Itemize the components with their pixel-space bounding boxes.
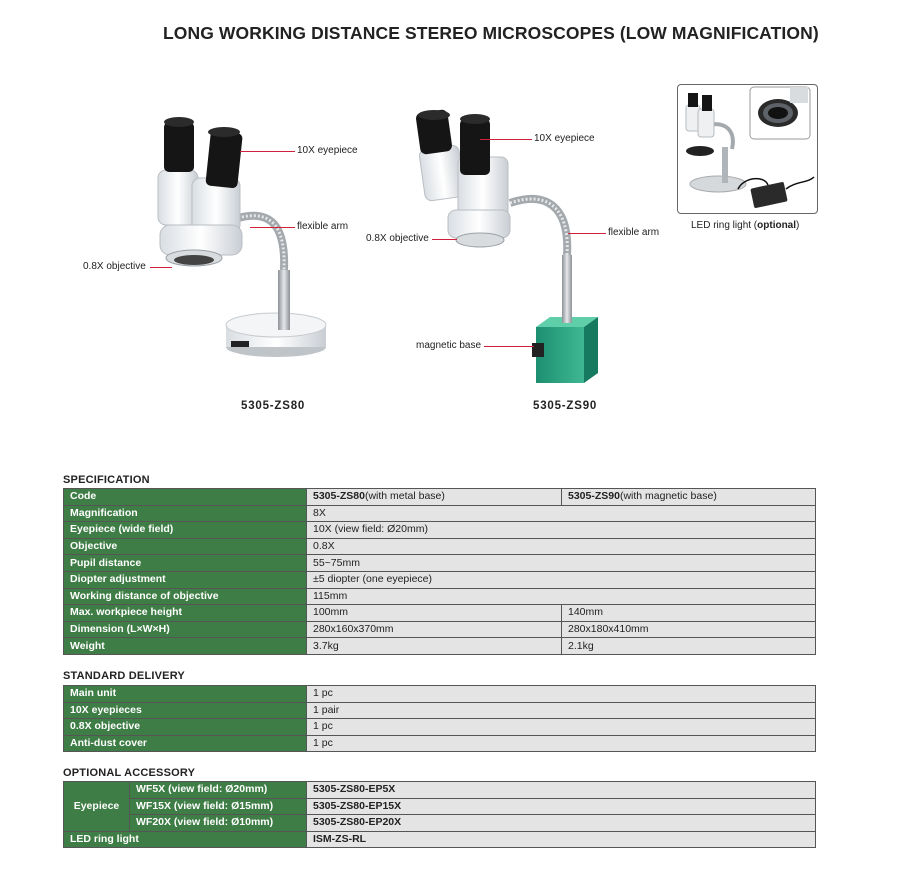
table-row xyxy=(64,489,816,506)
table-row xyxy=(64,798,816,815)
spec-code-zs90 xyxy=(562,489,816,506)
spec-value-zs80: 3.7kg xyxy=(307,638,562,655)
accessory-label: WF15X (view field: Ø15mm) xyxy=(130,798,307,815)
spec-value-zs90: 280x180x410mm xyxy=(562,621,816,638)
table-row xyxy=(64,538,816,555)
accessory-code: 5305-ZS80-EP20X xyxy=(307,815,816,832)
accessory-label: WF5X (view field: Ø20mm) xyxy=(130,782,307,799)
accessory-label: WF20X (view field: Ø10mm) xyxy=(130,815,307,832)
delivery-value: 1 pair xyxy=(307,702,816,719)
table-row xyxy=(64,571,816,588)
led-ring-light-image xyxy=(678,85,817,213)
spec-label: Dimension (L×W×H) xyxy=(64,621,307,638)
table-row xyxy=(64,702,816,719)
zs80-note: (with metal base) xyxy=(364,490,445,503)
brand-logo: INSIZE xyxy=(242,359,262,366)
specification-heading: SPECIFICATION xyxy=(63,474,150,486)
spec-value: 55~75mm xyxy=(307,555,816,572)
delivery-value: 1 pc xyxy=(307,735,816,752)
caption-bold: optional xyxy=(757,220,797,231)
zs90-note: (with magnetic base) xyxy=(619,490,717,503)
spec-value: 0.8X xyxy=(307,538,816,555)
spec-label: Objective xyxy=(64,538,307,555)
table-row xyxy=(64,555,816,572)
delivery-value: 1 pc xyxy=(307,719,816,736)
caption-suffix: ) xyxy=(796,220,800,231)
spec-value: 8X xyxy=(307,505,816,522)
accessory-led-code: ISM-ZS-RL xyxy=(307,831,816,848)
spec-label: Diopter adjustment xyxy=(64,571,307,588)
delivery-value: 1 pc xyxy=(307,686,816,703)
spec-value: 115mm xyxy=(307,588,816,605)
model-zs80: 5305-ZS80 xyxy=(241,400,306,412)
spec-label: Code xyxy=(64,489,307,506)
table-row xyxy=(64,815,816,832)
table-row xyxy=(64,605,816,622)
callout-objective-zs90: 0.8X objective xyxy=(366,233,429,244)
spec-value-zs90: 140mm xyxy=(562,605,816,622)
table-row xyxy=(64,522,816,539)
spec-label: Working distance of objective xyxy=(64,588,307,605)
callout-arm-zs80: flexible arm xyxy=(297,221,349,232)
zs80-code: 5305-ZS80 xyxy=(313,490,365,503)
spec-value-zs80: 280x160x370mm xyxy=(307,621,562,638)
model-zs90: 5305-ZS90 xyxy=(533,400,598,412)
callout-base-zs90: magnetic base xyxy=(416,340,482,351)
spec-value: ±5 diopter (one eyepiece) xyxy=(307,571,816,588)
caption-prefix: LED ring light ( xyxy=(691,220,758,231)
led-ring-light-caption xyxy=(691,220,799,231)
delivery-label: 10X eyepieces xyxy=(64,702,307,719)
table-row xyxy=(64,621,816,638)
led-ring-light-inset xyxy=(677,84,818,214)
accessory-code: 5305-ZS80-EP15X xyxy=(307,798,816,815)
spec-label: Pupil distance xyxy=(64,555,307,572)
delivery-label: Anti-dust cover xyxy=(64,735,307,752)
accessory-led-label: LED ring light xyxy=(64,831,307,848)
callout-objective-zs80: 0.8X objective xyxy=(83,261,146,272)
spec-label: Magnification xyxy=(64,505,307,522)
spec-code-zs80 xyxy=(307,489,562,506)
accessory-heading: OPTIONAL ACCESSORY xyxy=(63,767,196,779)
table-row xyxy=(64,588,816,605)
spec-value-zs80: 100mm xyxy=(307,605,562,622)
zs90-code: 5305-ZS90 xyxy=(568,490,620,503)
callout-eyepiece-zs80: 10X eyepiece xyxy=(297,145,358,156)
table-row xyxy=(64,505,816,522)
spec-label: Eyepiece (wide field) xyxy=(64,522,307,539)
accessory-eyepiece-label: Eyepiece xyxy=(64,782,130,832)
delivery-label: 0.8X objective xyxy=(64,719,307,736)
table-row xyxy=(64,638,816,655)
accessory-code: 5305-ZS80-EP5X xyxy=(307,782,816,799)
delivery-label: Main unit xyxy=(64,686,307,703)
table-row xyxy=(64,782,816,799)
spec-label: Weight xyxy=(64,638,307,655)
callout-eyepiece-zs90: 10X eyepiece xyxy=(534,133,595,144)
table-row xyxy=(64,735,816,752)
specification-table xyxy=(63,488,816,655)
table-row xyxy=(64,686,816,703)
accessory-table xyxy=(63,781,816,848)
page-title: LONG WORKING DISTANCE STEREO MICROSCOPES (LOW MAGNIFICATION) xyxy=(163,23,819,43)
spec-value: 10X (view field: Ø20mm) xyxy=(307,522,816,539)
table-row xyxy=(64,831,816,848)
spec-value-zs90: 2.1kg xyxy=(562,638,816,655)
delivery-heading: STANDARD DELIVERY xyxy=(63,670,185,682)
callout-arm-zs90: flexible arm xyxy=(608,227,660,238)
delivery-table xyxy=(63,685,816,752)
table-row xyxy=(64,719,816,736)
spec-label: Max. workpiece height xyxy=(64,605,307,622)
